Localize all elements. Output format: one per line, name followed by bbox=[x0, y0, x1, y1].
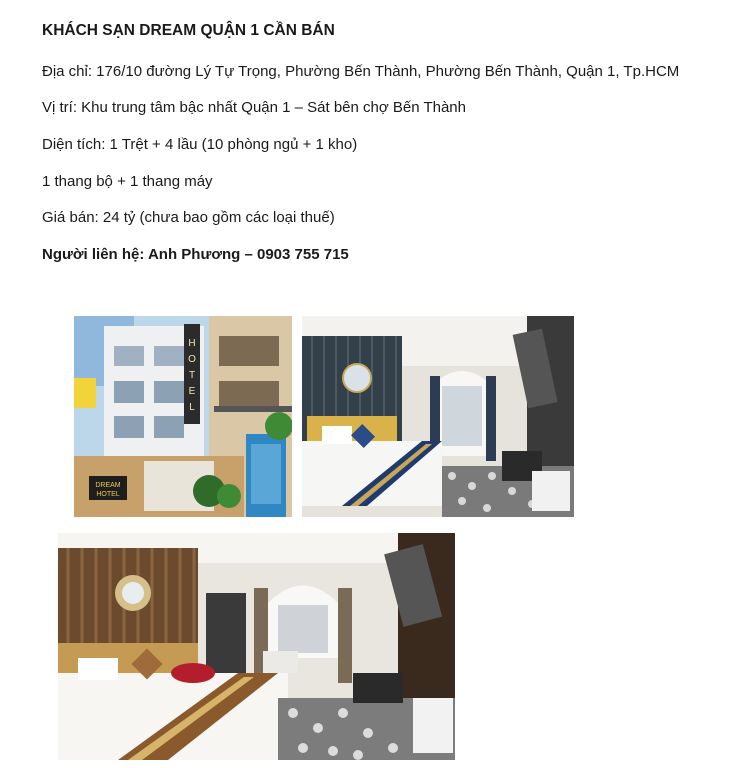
bedroom-photo-1 bbox=[302, 316, 574, 517]
svg-text:L: L bbox=[189, 402, 195, 413]
address-line: Địa chỉ: 176/10 đường Lý Tự Trọng, Phường Bến Thành, Phường Bến Thành, Quận 1, Tp.HCM bbox=[42, 63, 680, 80]
svg-text:E: E bbox=[188, 386, 196, 397]
stairs-line: 1 thang bộ + 1 thang máy bbox=[42, 173, 213, 190]
hotel-facade-photo bbox=[74, 316, 292, 517]
contact-line: Người liên hệ: Anh Phương – 0903 755 715 bbox=[42, 246, 349, 263]
price-line: Giá bán: 24 tỷ (chưa bao gồm các loại thuế) bbox=[42, 209, 335, 226]
svg-text:H: H bbox=[188, 338, 196, 349]
svg-text:HOTEL: HOTEL bbox=[96, 491, 120, 498]
svg-text:DREAM: DREAM bbox=[95, 482, 121, 489]
svg-text:O: O bbox=[188, 354, 196, 365]
location-line: Vị trí: Khu trung tâm bậc nhất Quận 1 – Sát bên chợ Bến Thành bbox=[42, 99, 466, 116]
svg-text:T: T bbox=[188, 370, 196, 381]
listing-title: KHÁCH SẠN DREAM QUẬN 1 CẦN BÁN bbox=[42, 22, 335, 39]
bedroom-photo-2 bbox=[58, 533, 455, 760]
area-line: Diện tích: 1 Trệt + 4 lầu (10 phòng ngủ + 1 kho) bbox=[42, 136, 358, 153]
